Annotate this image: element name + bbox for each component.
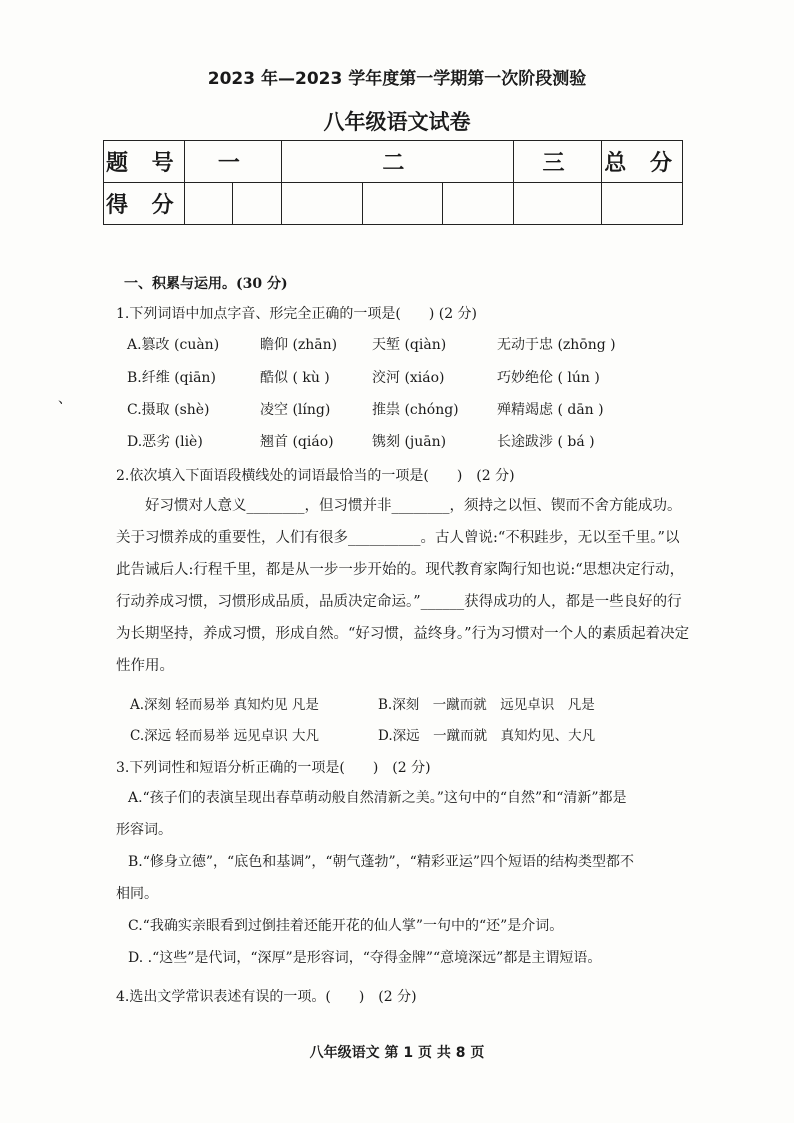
score-row-label: 得 分	[104, 183, 185, 225]
q1-option-word: 翘首 (qiáo)	[260, 434, 334, 450]
q1-option-word: 镌刻 (juān)	[372, 434, 447, 450]
exam-subtitle: 八年级语文试卷	[323, 110, 471, 134]
score-cell	[443, 183, 514, 225]
section-heading-1: 一、积累与运用。(30 分)	[124, 276, 288, 292]
score-table	[103, 140, 683, 225]
q3-option-b-cont: 相同。	[116, 886, 158, 902]
q1-option-word: 天堑 (qiàn)	[372, 337, 447, 353]
q2-option-b: B.深刻 一蹴而就 远见卓识 凡是	[378, 697, 595, 713]
score-cell	[233, 183, 282, 225]
stray-mark: 、	[58, 391, 72, 407]
score-table-header-row	[104, 141, 683, 183]
exam-title: 2023 年—2023 学年度第一学期第一次阶段测验	[207, 69, 587, 89]
q1-option-word: 洨河 (xiáo)	[372, 370, 445, 386]
score-header-part2: 二	[282, 141, 514, 183]
score-header-label: 题 号	[104, 141, 185, 183]
q3-option-b: B.“修身立德”，“底色和基调”，“朝气蓬勃”，“精彩亚运”四个短语的结构类型都不	[128, 854, 634, 870]
question-1-stem: 1.下列词语中加点字音、形完全正确的一项是( ) (2 分)	[116, 306, 478, 322]
question-2-passage	[116, 490, 696, 682]
q1-option-word: 无动于忠 (zhōng )	[497, 337, 616, 353]
q3-option-a: A.“孩子们的表演呈现出春草萌动般自然清新之美。”这句中的“自然”和“清新”都是	[128, 790, 627, 806]
passage-line: 关于习惯养成的重要性，人们有很多__________。古人曾说:“不积跬步，无以至千里。”以	[116, 530, 680, 546]
q1-option-word: D.恶劣 (liè)	[127, 434, 203, 450]
score-header-part1: 一	[184, 141, 282, 183]
score-header-total: 总 分	[602, 141, 683, 183]
passage-line: 行动养成习惯，习惯形成品质，品质决定命运。”______获得成功的人，都是一些良好的行	[116, 594, 682, 610]
q2-option-d: D.深远 一蹴而就 真知灼见、大凡	[378, 728, 596, 744]
q1-option-word: 凌空 (líng)	[260, 402, 331, 418]
score-header-part3: 三	[513, 141, 602, 183]
score-cell	[513, 183, 602, 225]
passage-line: 性作用。	[116, 658, 174, 674]
passage-line: 好习惯对人意义________，但习惯并非________，须持之以恒、锲而不舍方能成功。	[145, 498, 682, 514]
q1-option-word: 巧妙绝伦 ( lún )	[497, 370, 600, 386]
question-4-stem: 4.选出文学常识表述有误的一项。( ) (2 分)	[116, 989, 417, 1005]
score-cell	[282, 183, 363, 225]
q1-option-word: 推祟 (chóng)	[372, 402, 459, 418]
q2-option-c: C.深远 轻而易举 远见卓识 大凡	[130, 728, 320, 744]
q2-option-a: A.深刻 轻而易举 真知灼见 凡是	[130, 697, 319, 713]
score-cell	[362, 183, 443, 225]
q3-option-d: D. .“这些”是代词，“深厚”是形容词，“夺得金牌”“意境深远”都是主谓短语。	[128, 950, 602, 966]
q1-option-word: C.摄取 (shè)	[127, 402, 210, 418]
q3-option-c: C.“我确实亲眼看到过倒挂着还能开花的仙人掌”一句中的“还”是介词。	[128, 918, 564, 934]
score-cell	[184, 183, 233, 225]
q1-option-word: 长途跋涉 ( bá )	[497, 434, 595, 450]
q1-option-word: 殚精竭虑 ( dān )	[497, 402, 604, 418]
passage-line: 为长期坚持，养成习惯，形成自然。“好习惯，益终身。”行为习惯对一个人的素质起着决定	[116, 626, 690, 642]
question-3-options	[116, 782, 696, 974]
q3-option-a-cont: 形容词。	[116, 822, 172, 838]
q1-option-word: A.篡改 (cuàn)	[127, 337, 220, 353]
q1-option-word: 酷似 ( kù )	[260, 370, 330, 386]
q1-option-word: B.纤维 (qiān)	[127, 370, 216, 386]
question-2-stem: 2.依次填入下面语段横线处的词语最恰当的一项是( ) (2 分)	[116, 468, 515, 484]
page-footer: 八年级语文 第 1 页 共 8 页	[309, 1045, 485, 1061]
score-cell	[602, 183, 683, 225]
q1-option-word: 瞻仰 (zhān)	[260, 337, 338, 353]
passage-line: 此告诫后人:行程千里，都是从一步一步开始的。现代教育家陶行知也说:“思想决定行动，	[116, 562, 685, 578]
score-table-score-row	[104, 183, 683, 225]
question-3-stem: 3.下列词性和短语分析正确的一项是( ) (2 分)	[116, 760, 431, 776]
